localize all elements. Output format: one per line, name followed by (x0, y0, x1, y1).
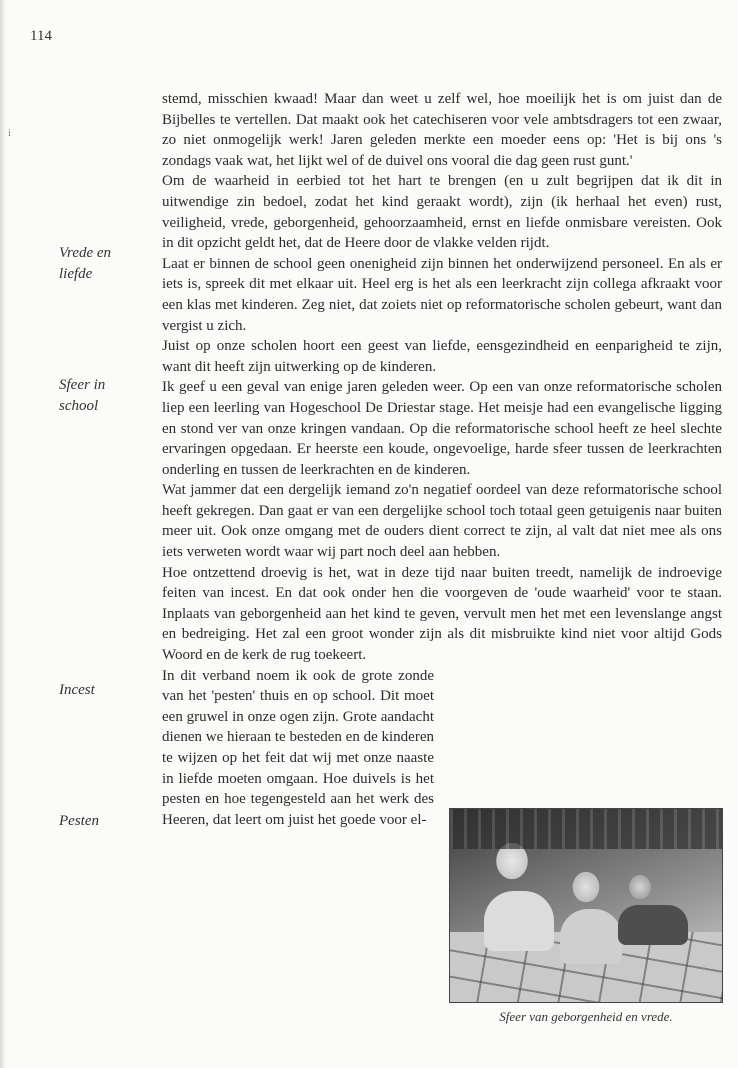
side-label-pesten: Pesten (59, 813, 99, 829)
paragraph: Wat jammer dat een dergelijk iemand zo'n negatief oordeel van deze reformatorische school heeft gekregen. Dan gaat er van een dergelijke school toch totaal geen getuigenis naar buiten meer uit. Ook onze omgang met de ouders dient correct te zijn, al valt dat niet mee als ons iets verweten wordt waar wij part noch deel aan hebben. (162, 482, 722, 561)
side-label-line: Sfeer in (59, 377, 106, 393)
photo-child-1 (484, 891, 554, 951)
paragraph: Om de waarheid in eerbied tot het hart te brengen (en u zult begrijpen dat ik dit in uitwendige zin bedoel, zodat het kind geraakt wordt), zijn (ik herhaal het even) rust, veiligheid, vrede, geborgenheid, gehoorzaamheid, ernst en liefde onmisbare vereisten. Ook in dit opzicht geldt het, dat de Heere door de vlakke velden rijdt. (162, 173, 722, 252)
side-label-vrede-en-liefde (59, 243, 149, 285)
side-label-line: liefde (59, 266, 93, 282)
photo-block (449, 808, 723, 1025)
body-text (162, 89, 722, 830)
photo-fence (450, 809, 722, 849)
photo-child-3 (618, 905, 688, 945)
page-number: 114 (30, 28, 52, 44)
side-label-line: Vrede en (59, 245, 112, 261)
photo-children (449, 808, 723, 1003)
page-edge (0, 0, 6, 1068)
photo-caption: Sfeer van geborgenheid en vrede. (499, 1009, 673, 1024)
side-label-line: school (59, 398, 99, 414)
photo-child-2 (560, 909, 622, 964)
paragraph: Ik geef u een geval van enige jaren geleden weer. Op een van onze reformatorische scholen liep een leerling van Hogeschool De Driestar stage. Het meisje had een evangelische ligging en stond ver van onze kringen vandaan. Op die reformatorische school heeft ze heel slechte ervaringen opgedaan. Er heerste een koude, ongevoelige, harde sfeer tussen de leerkrachten onderling en tussen de leerkrachten en de kinderen. (162, 379, 722, 478)
paragraph: stemd, misschien kwaad! Maar dan weet u zelf wel, hoe moeilijk het is om juist dan de Bijbelles te vertellen. Dat maakt ook het catechiseren voor vele ambtsdragers tot een zwaar, zo niet onmogelijk werk! Jaren geleden merkte een moeder eens op: 'Het is bij ons 's zondags vaak wat, het lijkt wel of de duivel ons vooral die dag geen rust gunt.' (162, 91, 722, 169)
paragraph: Hoe ontzettend droevig is het, wat in deze tijd naar buiten treedt, namelijk de indroevige feiten van incest. En dat ook onder hen die voorgeven de 'oude waarheid' voor te staan. Inplaats van geborgenheid aan het kind te geven, vervult men het met een levenslange angst en bedreiging. Het zal een groot wonder zijn als dit misbruikte kind niet voor altijd Gods Woord en de kerk de rug toekeert. (162, 564, 722, 664)
margin-mark: i (8, 128, 11, 139)
side-label-incest: Incest (59, 682, 95, 698)
paragraph: Laat er binnen de school geen onenigheid zijn binnen het onderwijzend personeel. En als er iets is, spreek dit met elkaar uit. Heel erg is het als een leerkracht zijn collega afkraakt voor een klas met kinderen. Zeg niet, dat zoiets niet op reformatorische scholen gebeurt, want dan vergist u zich. (162, 255, 722, 334)
paragraph: Juist op onze scholen hoort een geest van liefde, eensgezindheid en eenparigheid te zijn, want dit heeft zijn uitwerking op de kinderen. (162, 338, 722, 375)
side-label-sfeer-in-school (59, 375, 149, 417)
paragraph-narrow: In dit verband noem ik ook de grote zonde van het 'pesten' thuis en op school. Dit moet een gruwel in onze ogen zijn. Grote aandacht dienen we hieraan te besteden en de kinderen te wijzen op het feit dat wij met onze naaste in liefde moeten omgaan. Hoe duivels is het pesten en hoe tegengesteld aan het werk des Heeren, dat leert om juist het goede voor el- (162, 667, 434, 828)
